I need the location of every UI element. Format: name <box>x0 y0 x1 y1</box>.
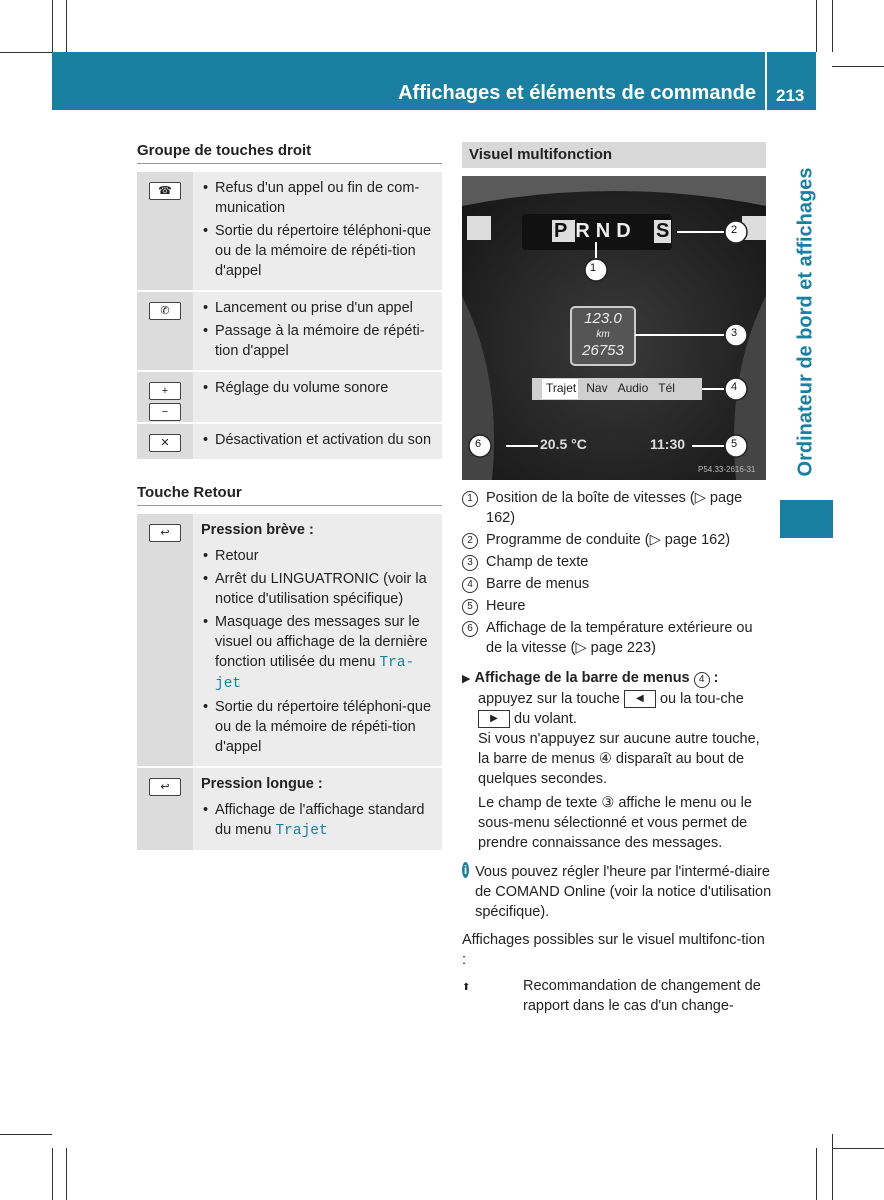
side-chapter-title: Ordinateur de bord et affichages <box>794 167 817 477</box>
back-key-table <box>137 514 442 852</box>
list-item: • Passage à la mémoire de répéti-tion d'appel <box>201 321 436 361</box>
section-title-multifunction: Visuel multifonction <box>462 142 766 168</box>
legend-number: 5 <box>462 599 478 615</box>
back-icon: ↩ <box>137 514 193 767</box>
list-item-text: Masquage des messages sur le visuel ou affichage de la dernière fonction utilisée du menu <box>215 614 428 670</box>
trip-speed: 123.0 <box>584 310 622 327</box>
info-icon: i <box>463 863 468 877</box>
figure-code: P54.33-2616-31 <box>698 465 756 474</box>
crop-mark <box>66 0 67 52</box>
menu-item-nav: Nav <box>586 381 608 395</box>
menu-item-tel: Tél <box>658 381 675 395</box>
menu-name: Trajet <box>275 823 328 839</box>
table-row <box>137 172 442 291</box>
callout-number: 6 <box>475 438 482 450</box>
right-key-icon: ▶ <box>478 710 510 728</box>
short-press-label: Pression brève : <box>201 522 314 538</box>
legend-item <box>462 552 772 572</box>
crop-mark <box>52 0 53 52</box>
outside-temperature: 20.5 °C <box>540 436 587 452</box>
crop-mark <box>832 0 833 52</box>
list-item: • Sortie du répertoire téléphoni-que ou de la mémoire de répéti-tion d'appel <box>201 697 436 757</box>
upshift-icon: ⬆ <box>462 982 471 993</box>
callout-number: 3 <box>731 327 738 339</box>
list-item: • Réglage du volume sonore <box>201 378 436 398</box>
list-item: • Refus d'un appel ou fin de com-munication <box>201 178 436 218</box>
crop-mark <box>816 1148 817 1200</box>
crop-mark <box>832 66 884 67</box>
list-item <box>201 612 436 694</box>
instruction-text: ou la tou-che <box>659 691 744 707</box>
legend-text: Programme de conduite (▷ page 162) <box>486 532 731 548</box>
recommendation-text: Recommandation de changement de rapport dans le cas d'un change- <box>523 978 761 1014</box>
crop-mark <box>0 1134 52 1135</box>
legend-text: Champ de texte <box>486 554 589 570</box>
table-row <box>137 371 442 423</box>
instruction-text: Si vous n'appuyez sur aucune autre touche, la barre de menus ④ disparaît au bout de quelques secondes. <box>478 731 760 787</box>
gear-indicator <box>552 220 637 243</box>
side-tab-marker <box>780 500 833 538</box>
mute-icon: ✕ <box>137 423 193 460</box>
legend-item <box>462 574 772 594</box>
crop-mark <box>816 0 817 52</box>
page-number: 213 <box>776 86 805 105</box>
legend-text: Affichage de la température extérieure ou de la vitesse (▷ page 223) <box>486 620 753 656</box>
drive-program-label: S <box>656 220 670 242</box>
table-row <box>137 423 442 460</box>
gear-label: R <box>575 220 596 242</box>
callout-number: 2 <box>731 224 738 236</box>
crop-mark <box>0 52 52 53</box>
header-divider <box>765 52 767 110</box>
callout-number: 5 <box>731 438 738 450</box>
ref-number: 4 <box>694 672 710 688</box>
step-arrow-icon: ▶ <box>462 673 471 685</box>
left-arrow-icon <box>467 216 491 240</box>
phone-icon: ✆ <box>137 291 193 371</box>
hang-up-icon: ☎ <box>137 172 193 291</box>
divider <box>137 505 442 506</box>
gear-label: D <box>616 220 637 242</box>
clock: 11:30 <box>650 436 686 452</box>
legend-text: Barre de menus <box>486 576 590 592</box>
legend-item <box>462 618 772 658</box>
gear-label: P <box>554 220 574 242</box>
legend-item <box>462 488 772 528</box>
legend-number: 4 <box>462 577 478 593</box>
callout-number: 1 <box>590 262 597 274</box>
instruction-text: du volant. <box>514 711 577 727</box>
table-row <box>137 767 442 851</box>
list-item-text: Affichage de l'affichage standard du menu <box>215 802 425 838</box>
section-title-right-keys: Groupe de touches droit <box>137 142 312 159</box>
legend-number: 1 <box>462 491 478 507</box>
trip-unit: km <box>596 329 610 340</box>
right-keys-table <box>137 172 442 461</box>
list-item: • Sortie du répertoire téléphoni-que ou de la mémoire de répéti-tion d'appel <box>201 221 436 281</box>
crop-mark <box>832 1148 884 1149</box>
list-item <box>201 800 436 841</box>
trip-distance: 26753 <box>582 342 624 359</box>
left-key-icon: ◀ <box>624 690 656 708</box>
legend-number: 6 <box>462 621 478 637</box>
recommendation-item <box>462 976 772 1016</box>
menu-name: Tra- jet <box>215 655 415 692</box>
menu-bar-items <box>532 381 702 395</box>
legend-item <box>462 596 772 616</box>
table-row <box>137 291 442 371</box>
info-note <box>462 862 772 922</box>
legend-text: Heure <box>486 598 526 614</box>
list-item: • Désactivation et activation du son <box>201 430 436 450</box>
back-icon: ↩ <box>137 767 193 851</box>
instruction-heading: ▶ Affichage de la barre de menus 4 : <box>462 668 772 689</box>
section-title-back-key: Touche Retour <box>137 484 242 501</box>
volume-icon: + − <box>137 371 193 423</box>
info-text: Vous pouvez régler l'heure par l'intermé-diaire de COMAND Online (voir la notice d'utilisation spécifique). <box>475 864 772 920</box>
crop-mark <box>66 1148 67 1200</box>
legend-number: 3 <box>462 555 478 571</box>
long-press-label: Pression longue : <box>201 776 323 792</box>
legend-number: 2 <box>462 533 478 549</box>
possible-displays: Affichages possibles sur le visuel multifonc-tion : <box>462 932 765 968</box>
menu-bar-instructions <box>462 668 772 853</box>
menu-item-trajet: Trajet <box>546 381 577 395</box>
instrument-cluster-figure <box>462 176 766 480</box>
list-item: • Retour <box>201 546 436 566</box>
menu-item-audio: Audio <box>617 381 649 395</box>
instruction-body <box>462 689 772 853</box>
crop-mark <box>52 1148 53 1200</box>
list-item: • Arrêt du LINGUATRONIC (voir la notice d'utilisation spécifique) <box>201 569 436 609</box>
callout-number: 4 <box>731 381 738 393</box>
instruction-text: Le champ de texte ③ affiche le menu ou le sous-menu sélectionné et vous permet de prendre connaissance des messages. <box>478 795 752 851</box>
crop-mark <box>832 1134 833 1200</box>
legend-text: Position de la boîte de vitesses (▷ page 162) <box>486 490 743 526</box>
table-row <box>137 514 442 767</box>
legend-item <box>462 530 772 550</box>
page-title: Affichages et éléments de commande <box>398 82 756 104</box>
list-item: • Lancement ou prise d'un appel <box>201 298 436 318</box>
instruction-title: Affichage de la barre de menus <box>474 670 690 686</box>
figure-legend <box>462 488 772 660</box>
instruction-text: appuyez sur la touche <box>478 691 620 707</box>
divider <box>137 163 442 164</box>
gear-label: N <box>595 220 617 242</box>
